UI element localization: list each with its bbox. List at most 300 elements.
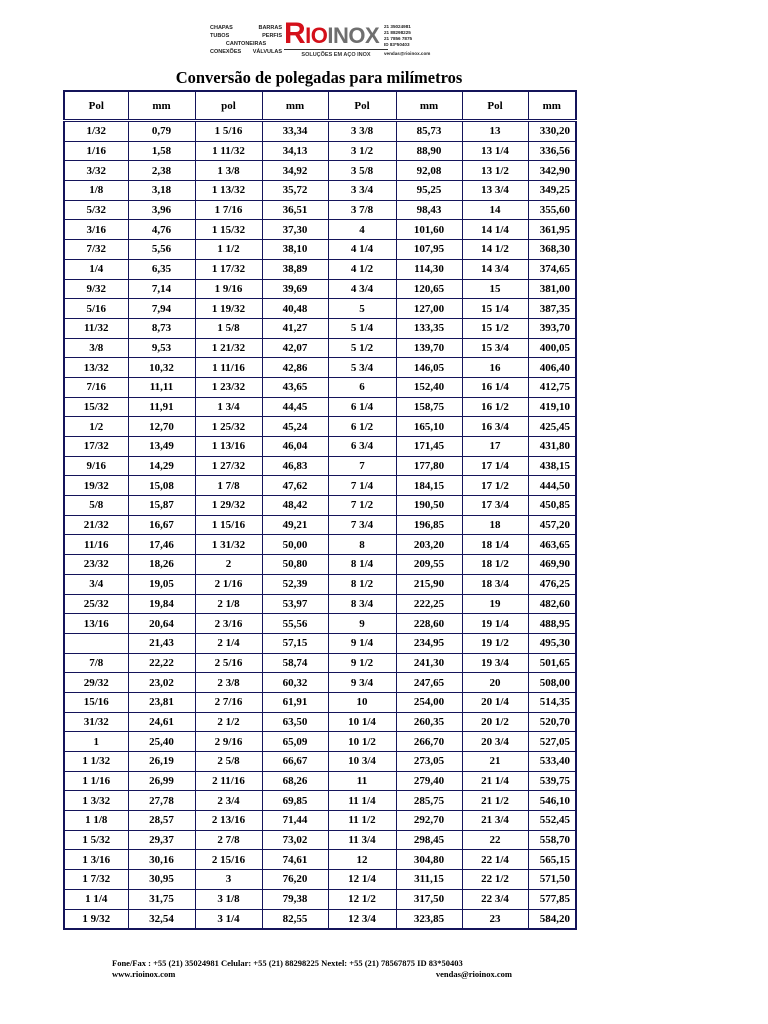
mm-cell: 10,32 [128,358,195,378]
mm-cell: 23,81 [128,692,195,712]
mm-cell: 533,40 [528,752,576,772]
company-logo [284,17,388,66]
inch-cell: 2 5/16 [195,653,262,673]
inch-cell: 5 [328,299,396,319]
mm-cell: 66,67 [262,752,328,772]
inch-cell: 18 3/4 [462,574,528,594]
table-row [64,614,576,634]
mm-cell: 42,07 [262,338,328,358]
table-row [64,712,576,732]
mm-cell: 209,55 [396,555,462,575]
mm-cell: 88,90 [396,141,462,161]
column-header: mm [128,91,195,121]
inch-cell: 1 1/4 [64,889,128,909]
mm-cell: 228,60 [396,614,462,634]
inch-cell: 3 1/4 [195,909,262,929]
inch-cell: 9/32 [64,279,128,299]
inch-cell: 22 1/4 [462,850,528,870]
inch-cell: 9 1/4 [328,633,396,653]
column-header: mm [396,91,462,121]
mm-cell: 457,20 [528,515,576,535]
mm-cell: 336,56 [528,141,576,161]
mm-cell: 8,73 [128,318,195,338]
inch-cell: 23/32 [64,555,128,575]
mm-cell: 11,91 [128,397,195,417]
inch-cell: 14 3/4 [462,259,528,279]
mm-cell: 11,11 [128,377,195,397]
inch-cell: 1 21/32 [195,338,262,358]
mm-cell: 20,64 [128,614,195,634]
mm-cell: 12,70 [128,417,195,437]
inch-cell: 1/4 [64,259,128,279]
mm-cell: 48,42 [262,496,328,516]
product-label: CONEXÕES [210,49,242,55]
table-row [64,377,576,397]
mm-cell: 5,56 [128,240,195,260]
mm-cell: 4,76 [128,220,195,240]
inch-cell: 14 1/2 [462,240,528,260]
mm-cell: 558,70 [528,830,576,850]
mm-cell: 190,50 [396,496,462,516]
mm-cell: 285,75 [396,791,462,811]
product-label: CHAPAS [210,25,233,31]
inch-cell: 3/32 [64,161,128,181]
mm-cell: 3,18 [128,181,195,201]
mm-cell: 40,48 [262,299,328,319]
mm-cell: 565,15 [528,850,576,870]
mm-cell: 177,80 [396,456,462,476]
table-row [64,141,576,161]
mm-cell: 476,25 [528,574,576,594]
inch-cell: 12 1/2 [328,889,396,909]
table-row [64,830,576,850]
mm-cell: 419,10 [528,397,576,417]
inch-cell: 3 3/4 [328,181,396,201]
inch-cell: 31/32 [64,712,128,732]
mm-cell: 76,20 [262,870,328,890]
mm-cell: 33,34 [262,121,328,142]
inch-cell: 6 1/2 [328,417,396,437]
page-footer [112,958,512,980]
mm-cell: 254,00 [396,692,462,712]
table-row [64,673,576,693]
inch-cell: 1 19/32 [195,299,262,319]
product-label: BARRAS [258,25,282,31]
table-row [64,259,576,279]
product-row [210,48,282,56]
inch-cell: 7 [328,456,396,476]
inch-cell: 2 [195,555,262,575]
inch-cell: 1 3/8 [195,161,262,181]
inch-cell: 7/8 [64,653,128,673]
mm-cell: 273,05 [396,752,462,772]
table-row [64,889,576,909]
mm-cell: 412,75 [528,377,576,397]
mm-cell: 165,10 [396,417,462,437]
inch-cell: 11/16 [64,535,128,555]
mm-cell: 69,85 [262,791,328,811]
inch-cell: 2 13/16 [195,811,262,831]
mm-cell: 3,96 [128,200,195,220]
mm-cell: 65,09 [262,732,328,752]
inch-cell: 16 [462,358,528,378]
inch-cell: 1/32 [64,121,128,142]
inch-cell: 2 11/16 [195,771,262,791]
inch-cell: 1/16 [64,141,128,161]
mm-cell: 425,45 [528,417,576,437]
mm-cell: 46,04 [262,437,328,457]
product-row [210,40,282,48]
inch-cell: 1 [64,732,128,752]
table-row [64,771,576,791]
mm-cell: 31,75 [128,889,195,909]
table-row [64,791,576,811]
inch-cell: 3 3/8 [328,121,396,142]
inch-cell: 16 1/2 [462,397,528,417]
inch-cell: 11/32 [64,318,128,338]
inch-cell: 2 1/4 [195,633,262,653]
mm-cell: 527,05 [528,732,576,752]
logo-tagline: SOLUÇÕES EM AÇO INOX [284,49,388,58]
inch-cell: 1 25/32 [195,417,262,437]
inch-cell: 3 1/2 [328,141,396,161]
inch-cell: 1 3/4 [195,397,262,417]
inch-cell: 3/8 [64,338,128,358]
inch-cell: 8 [328,535,396,555]
inch-cell: 19 1/2 [462,633,528,653]
table-row [64,653,576,673]
mm-cell: 24,61 [128,712,195,732]
mm-cell: 406,40 [528,358,576,378]
mm-cell: 9,53 [128,338,195,358]
table-row [64,909,576,929]
mm-cell: 0,79 [128,121,195,142]
inch-cell: 7 1/4 [328,476,396,496]
mm-cell: 361,95 [528,220,576,240]
inch-cell: 2 1/8 [195,594,262,614]
inch-cell: 17 1/2 [462,476,528,496]
table-row [64,181,576,201]
column-header: mm [528,91,576,121]
inch-cell: 7/16 [64,377,128,397]
inch-cell: 1 13/32 [195,181,262,201]
mm-cell: 584,20 [528,909,576,929]
header-contacts [384,24,430,57]
inch-cell: 9/16 [64,456,128,476]
mm-cell: 27,78 [128,791,195,811]
header-phone: 21 88298225 [384,30,411,35]
mm-cell: 14,29 [128,456,195,476]
mm-cell: 25,40 [128,732,195,752]
mm-cell: 28,57 [128,811,195,831]
inch-cell: 1 1/8 [64,811,128,831]
mm-cell: 488,95 [528,614,576,634]
table-row [64,535,576,555]
inch-cell: 6 [328,377,396,397]
mm-cell: 29,37 [128,830,195,850]
inch-cell: 11 1/4 [328,791,396,811]
mm-cell: 203,20 [396,535,462,555]
mm-cell: 311,15 [396,870,462,890]
inch-cell: 17 3/4 [462,496,528,516]
table-row [64,437,576,457]
inch-cell: 1 29/32 [195,496,262,516]
inch-cell: 9 3/4 [328,673,396,693]
inch-cell: 12 3/4 [328,909,396,929]
mm-cell: 114,30 [396,259,462,279]
mm-cell: 38,10 [262,240,328,260]
inch-cell: 4 [328,220,396,240]
inch-cell: 2 15/16 [195,850,262,870]
mm-cell: 431,80 [528,437,576,457]
mm-cell: 133,35 [396,318,462,338]
mm-cell: 92,08 [396,161,462,181]
table-row [64,318,576,338]
mm-cell: 30,95 [128,870,195,890]
conversion-table [63,90,577,930]
table-row [64,850,576,870]
footer-website[interactable]: www.rioinox.com [112,969,176,979]
product-label: CANTONEIRAS [225,41,267,47]
inch-cell: 15/16 [64,692,128,712]
inch-cell: 1 23/32 [195,377,262,397]
mm-cell: 34,13 [262,141,328,161]
inch-cell: 3/16 [64,220,128,240]
inch-cell: 2 1/2 [195,712,262,732]
mm-cell: 17,46 [128,535,195,555]
inch-cell: 20 3/4 [462,732,528,752]
inch-cell: 21/32 [64,515,128,535]
inch-cell: 21 3/4 [462,811,528,831]
inch-cell: 1 3/32 [64,791,128,811]
mm-cell: 387,35 [528,299,576,319]
mm-cell: 158,75 [396,397,462,417]
footer-email[interactable]: vendas@rioinox.com [435,969,512,979]
header-phone: 21 7856 7875 [384,36,413,41]
inch-cell: 6 3/4 [328,437,396,457]
inch-cell: 11 3/4 [328,830,396,850]
mm-cell: 495,30 [528,633,576,653]
logo-letter-r: R [284,17,306,50]
mm-cell: 19,05 [128,574,195,594]
inch-cell: 1 5/32 [64,830,128,850]
mm-cell: 279,40 [396,771,462,791]
inch-cell: 13 1/4 [462,141,528,161]
inch-cell: 20 1/2 [462,712,528,732]
header-phone: 21 35024981 [384,24,411,29]
inch-cell: 13 1/2 [462,161,528,181]
table-row [64,496,576,516]
inch-cell: 1 9/32 [64,909,128,929]
mm-cell: 18,26 [128,555,195,575]
inch-cell: 2 9/16 [195,732,262,752]
product-label: PERFIS [262,33,282,39]
table-row [64,240,576,260]
mm-cell: 22,22 [128,653,195,673]
inch-cell: 10 3/4 [328,752,396,772]
inch-cell: 2 5/8 [195,752,262,772]
mm-cell: 482,60 [528,594,576,614]
mm-cell: 260,35 [396,712,462,732]
mm-cell: 2,38 [128,161,195,181]
mm-cell: 26,19 [128,752,195,772]
product-label: TUBOS [210,33,230,39]
inch-cell: 16 1/4 [462,377,528,397]
column-header: Pol [328,91,396,121]
inch-cell: 21 [462,752,528,772]
inch-cell: 4 1/2 [328,259,396,279]
inch-cell: 13/16 [64,614,128,634]
inch-cell: 1 1/32 [64,752,128,772]
inch-cell: 21 1/2 [462,791,528,811]
mm-cell: 349,25 [528,181,576,201]
mm-cell: 469,90 [528,555,576,575]
inch-cell: 8 1/2 [328,574,396,594]
mm-cell: 438,15 [528,456,576,476]
mm-cell: 101,60 [396,220,462,240]
mm-cell: 21,43 [128,633,195,653]
column-header: pol [195,91,262,121]
mm-cell: 53,97 [262,594,328,614]
mm-cell: 7,94 [128,299,195,319]
mm-cell: 393,70 [528,318,576,338]
inch-cell: 3/4 [64,574,128,594]
mm-cell: 146,05 [396,358,462,378]
mm-cell: 539,75 [528,771,576,791]
mm-cell: 37,30 [262,220,328,240]
inch-cell: 3 [195,870,262,890]
mm-cell: 13,49 [128,437,195,457]
mm-cell: 46,83 [262,456,328,476]
inch-cell: 1 27/32 [195,456,262,476]
inch-cell: 15 3/4 [462,338,528,358]
table-row [64,358,576,378]
inch-cell: 15/32 [64,397,128,417]
inch-cell: 22 [462,830,528,850]
mm-cell: 298,45 [396,830,462,850]
mm-cell: 577,85 [528,889,576,909]
inch-cell: 18 1/2 [462,555,528,575]
table-row [64,515,576,535]
table-row [64,220,576,240]
inch-cell: 7 1/2 [328,496,396,516]
inch-cell: 25/32 [64,594,128,614]
inch-cell: 22 1/2 [462,870,528,890]
table-row [64,397,576,417]
inch-cell: 1 1/16 [64,771,128,791]
table-row [64,574,576,594]
inch-cell [64,633,128,653]
mm-cell: 463,65 [528,535,576,555]
inch-cell: 1 11/16 [195,358,262,378]
table-row [64,476,576,496]
inch-cell: 2 7/8 [195,830,262,850]
mm-cell: 38,89 [262,259,328,279]
inch-cell: 19/32 [64,476,128,496]
inch-cell: 1 7/16 [195,200,262,220]
inch-cell: 9 [328,614,396,634]
mm-cell: 196,85 [396,515,462,535]
product-row [210,32,282,40]
inch-cell: 14 1/4 [462,220,528,240]
mm-cell: 35,72 [262,181,328,201]
inch-cell: 3 7/8 [328,200,396,220]
mm-cell: 127,00 [396,299,462,319]
mm-cell: 41,27 [262,318,328,338]
inch-cell: 5/16 [64,299,128,319]
inch-cell: 1 15/16 [195,515,262,535]
column-header: mm [262,91,328,121]
mm-cell: 30,16 [128,850,195,870]
table-row [64,417,576,437]
mm-cell: 15,08 [128,476,195,496]
inch-cell: 4 1/4 [328,240,396,260]
mm-cell: 19,84 [128,594,195,614]
inch-cell: 22 3/4 [462,889,528,909]
inch-cell: 1 15/32 [195,220,262,240]
table-row [64,200,576,220]
header-id: ID 83*50403 [384,42,410,47]
mm-cell: 400,05 [528,338,576,358]
table-row [64,555,576,575]
product-label: VÁLVULAS [252,49,282,55]
inch-cell: 3 5/8 [328,161,396,181]
inch-cell: 2 3/16 [195,614,262,634]
mm-cell: 241,30 [396,653,462,673]
inch-cell: 15 1/2 [462,318,528,338]
mm-cell: 120,65 [396,279,462,299]
mm-cell: 82,55 [262,909,328,929]
inch-cell: 1 1/2 [195,240,262,260]
mm-cell: 16,67 [128,515,195,535]
table-row [64,811,576,831]
inch-cell: 10 [328,692,396,712]
inch-cell: 5 1/4 [328,318,396,338]
mm-cell: 58,74 [262,653,328,673]
mm-cell: 95,25 [396,181,462,201]
mm-cell: 215,90 [396,574,462,594]
inch-cell: 15 1/4 [462,299,528,319]
inch-cell: 1 7/32 [64,870,128,890]
inch-cell: 12 1/4 [328,870,396,890]
mm-cell: 342,90 [528,161,576,181]
inch-cell: 2 3/8 [195,673,262,693]
inch-cell: 1 9/16 [195,279,262,299]
table-row [64,161,576,181]
mm-cell: 57,15 [262,633,328,653]
table-body [64,121,576,930]
inch-cell: 1 11/32 [195,141,262,161]
mm-cell: 7,14 [128,279,195,299]
mm-cell: 381,00 [528,279,576,299]
mm-cell: 50,80 [262,555,328,575]
mm-cell: 47,62 [262,476,328,496]
table-row [64,870,576,890]
inch-cell: 18 1/4 [462,535,528,555]
mm-cell: 234,95 [396,633,462,653]
inch-cell: 1/2 [64,417,128,437]
mm-cell: 23,02 [128,673,195,693]
table-row [64,299,576,319]
inch-cell: 13/32 [64,358,128,378]
inch-cell: 13 3/4 [462,181,528,201]
inch-cell: 29/32 [64,673,128,693]
mm-cell: 26,99 [128,771,195,791]
mm-cell: 34,92 [262,161,328,181]
table-header-row [64,91,576,121]
mm-cell: 42,86 [262,358,328,378]
mm-cell: 368,30 [528,240,576,260]
